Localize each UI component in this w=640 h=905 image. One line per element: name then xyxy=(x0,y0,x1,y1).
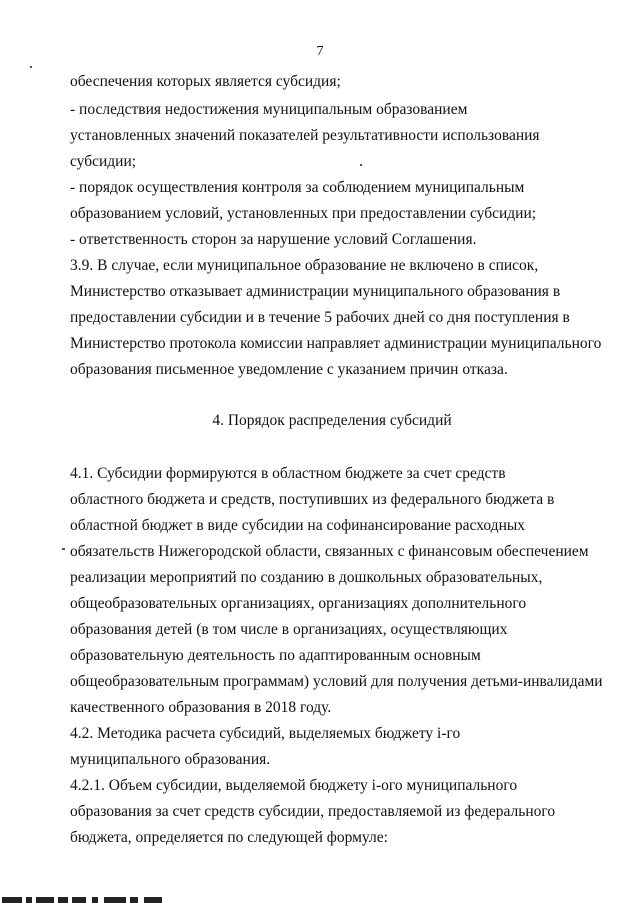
text-line: образованием условий, установленных при предоставлении субсидии; xyxy=(70,205,537,222)
text-line: образовательную деятельность по адаптированным основным xyxy=(70,647,481,664)
text-line: качественного образования в 2018 году. xyxy=(70,699,332,716)
text-line: Министерство протокола комиссии направляет администрации муниципального xyxy=(70,335,602,352)
scan-speck xyxy=(360,164,362,166)
text-line: бюджета, определяется по следующей формуле: xyxy=(70,829,388,846)
text-line: общеобразовательным программам) условий для получения детьми-инвалидами xyxy=(70,673,603,690)
page-number: 7 xyxy=(316,44,324,59)
scan-speck xyxy=(30,66,32,68)
section-heading: 4. Порядок распределения субсидий xyxy=(212,412,452,429)
text-line: установленных значений показателей результативности использования xyxy=(70,127,540,144)
text-line: образования письменное уведомление с указанием причин отказа. xyxy=(70,361,508,378)
text-line: обеспечения которых является субсидия; xyxy=(70,73,341,90)
text-line: 4.2.1. Объем субсидии, выделяемой бюджету i-ого муниципального xyxy=(70,777,518,794)
text-line: областного бюджета и средств, поступивших из федерального бюджета в xyxy=(70,491,555,508)
text-line: обязательств Нижегородской области, связанных с финансовым обеспечением xyxy=(70,543,589,560)
text-line: 4.1. Субсидии формируются в областном бюджете за счет средств xyxy=(70,465,506,482)
text-line: 3.9. В случае, если муниципальное образование не включено в список, xyxy=(70,257,539,274)
text-line: субсидии; xyxy=(70,153,137,170)
scan-edge-artifact xyxy=(0,897,170,905)
text-line: предоставлении субсидии и в течение 5 рабочих дней со дня поступления в xyxy=(70,309,570,326)
text-line: - ответственность сторон за нарушение условий Соглашения. xyxy=(70,231,477,248)
text-line: общеобразовательных организациях, организациях дополнительного xyxy=(70,595,527,612)
text-line: областной бюджет в виде субсидии на софинансирование расходных xyxy=(70,517,526,534)
text-line: 4.2. Методика расчета субсидий, выделяемых бюджету i-го xyxy=(70,725,461,742)
text-line: реализации мероприятий по созданию в дошкольных образовательных, xyxy=(70,569,543,586)
text-line: образования детей (в том числе в организациях, осуществляющих xyxy=(70,621,508,638)
text-line: муниципального образования. xyxy=(70,751,271,768)
text-line: - порядок осуществления контроля за соблюдением муниципальным xyxy=(70,179,525,196)
text-line: образования за счет средств субсидии, предоставляемой из федерального xyxy=(70,803,556,820)
scan-speck xyxy=(62,548,65,550)
text-line: Министерство отказывает администрации муниципального образования в xyxy=(70,283,561,300)
text-line: - последствия недостижения муниципальным образованием xyxy=(70,101,468,118)
